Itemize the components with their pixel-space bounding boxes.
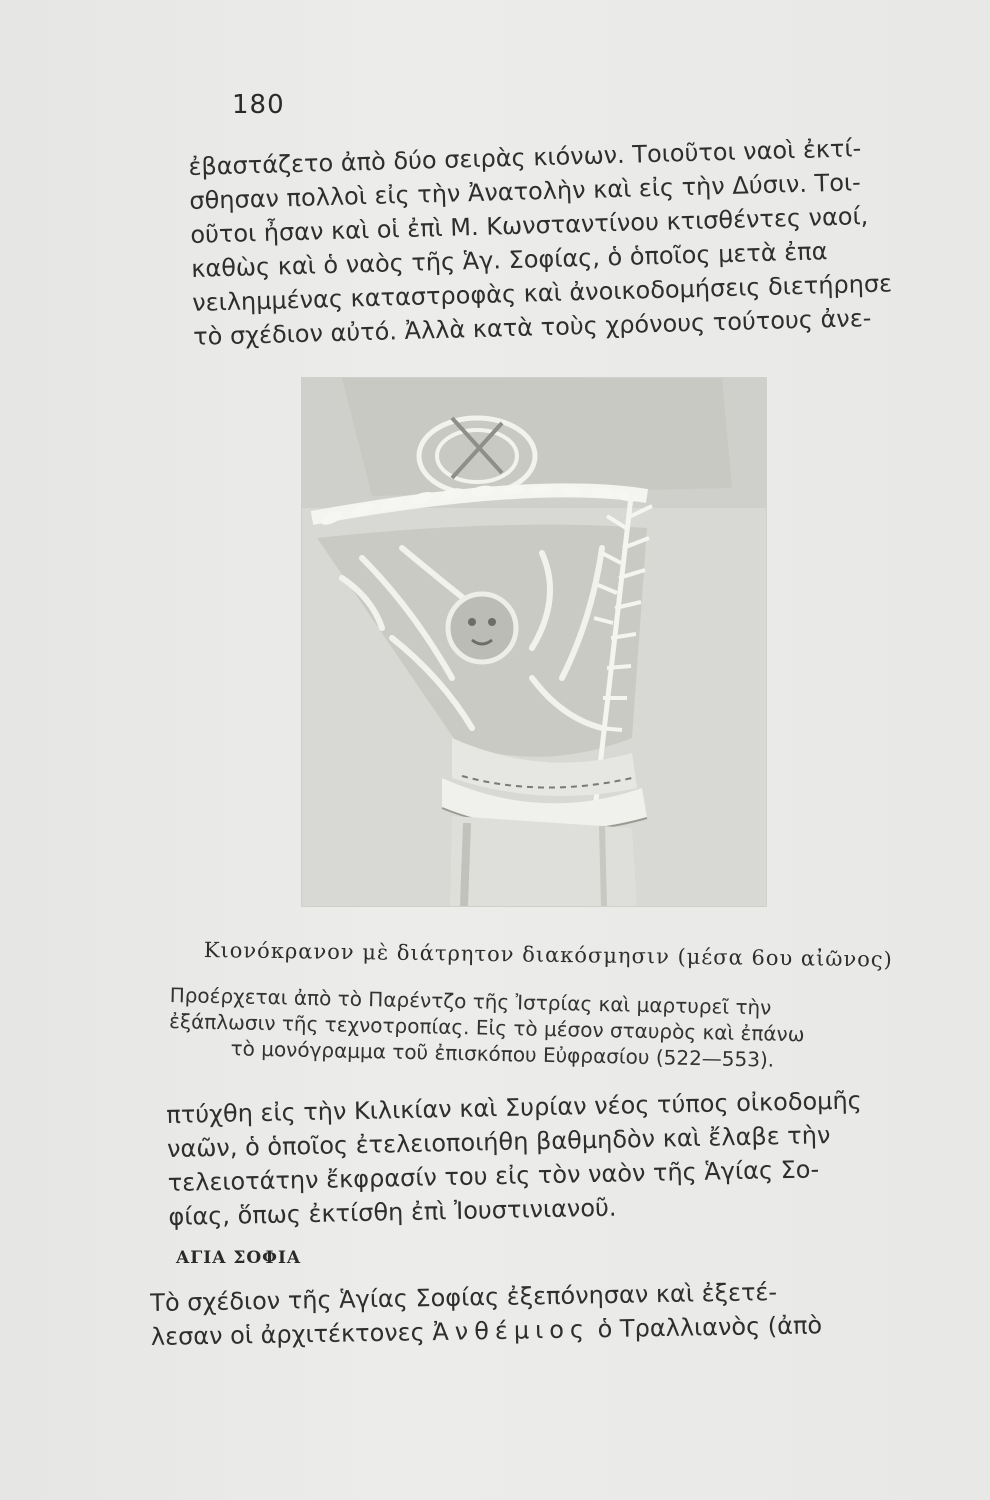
section-heading: ΑΓΙΑ ΣΟΦΙΑ (176, 1248, 302, 1268)
caption-line: ἐξάπλωσιν τῆς τεχνοτροπίας. Εἰς τὸ μέσον σταυρὸς καὶ ἐπάνω (168, 1008, 805, 1047)
paragraph-top (188, 130, 913, 354)
text-line: φίας, ὅπως ἐκτίσθη ἐπὶ Ἰουστινιανοῦ. (168, 1193, 617, 1231)
figure-caption-body (168, 982, 909, 1075)
text-fragment: ὁ Τραλλιανὸς (ἀπὸ (589, 1311, 823, 1344)
caption-line: τὸ μονόγραμμα τοῦ ἐπισκόπου Εὐφρασίου (522—553). (230, 1036, 775, 1072)
text-fragment: λεσαν οἱ ἀρχιτέκτονες (150, 1318, 433, 1351)
page-number: 180 (232, 90, 285, 120)
caption-line: Προέρχεται ἀπὸ τὸ Παρέντζο τῆς Ἰστρίας καὶ μαρτυρεῖ τὴν (169, 982, 772, 1020)
text-line: Τὸ σχέδιον τῆς Ἁγίας Σοφίας ἐξεπόνησαν καὶ ἐξετέ- (150, 1278, 778, 1317)
capital-illustration (302, 378, 766, 906)
text-line: τελειοτάτην ἔκφρασίν του εἰς τὸν ναὸν τῆς Ἁγίας Σο- (167, 1155, 820, 1197)
text-line: ναῶν, ὁ ὁποῖος ἐτελειοποιήθη βαθμηδὸν καὶ ἔλαβε τὴν (166, 1121, 831, 1163)
capital-photograph (302, 378, 766, 906)
text-line: πτύχθη εἰς τὴν Κιλικίαν καὶ Συρίαν νέος τύπος οἰκοδομῆς (166, 1086, 862, 1129)
paragraph-middle (166, 1083, 889, 1234)
figure-caption-title: Κιονόκρανον μὲ διάτρητον διακόσμησιν (μέσα 6ου αἰῶνος) (203, 938, 893, 972)
text-line: σθησαν πολλοὶ εἰς τὴν Ἀνατολὴν καὶ εἰς τὴν Δύσιν. Τοι- (189, 168, 862, 215)
paragraph-bottom (150, 1273, 871, 1354)
text-line: καθὼς καὶ ὁ ναὸς τῆς Ἁγ. Σοφίας, ὁ ὁποῖος μετὰ ἐπα (190, 237, 828, 283)
text-line: ἐβαστάζετο ἀπὸ δύο σειρὰς κιόνων. Τοιοῦτοι ναοὶ ἐκτί- (188, 134, 862, 181)
text-line: νειλημμένας καταστροφὰς καὶ ἀνοικοδομήσεις διετήρησε (191, 269, 893, 317)
text-line: οῦτοι ἦσαν καὶ οἱ ἐπὶ Μ. Κωνσταντίνου κτισθέντες ναοί, (189, 202, 869, 249)
text-line: τὸ σχέδιον αὐτό. Ἀλλὰ κατὰ τοὺς χρόνους τούτους ἀνε- (192, 303, 872, 351)
architect-name: Ἀνθέμιος (432, 1315, 591, 1347)
